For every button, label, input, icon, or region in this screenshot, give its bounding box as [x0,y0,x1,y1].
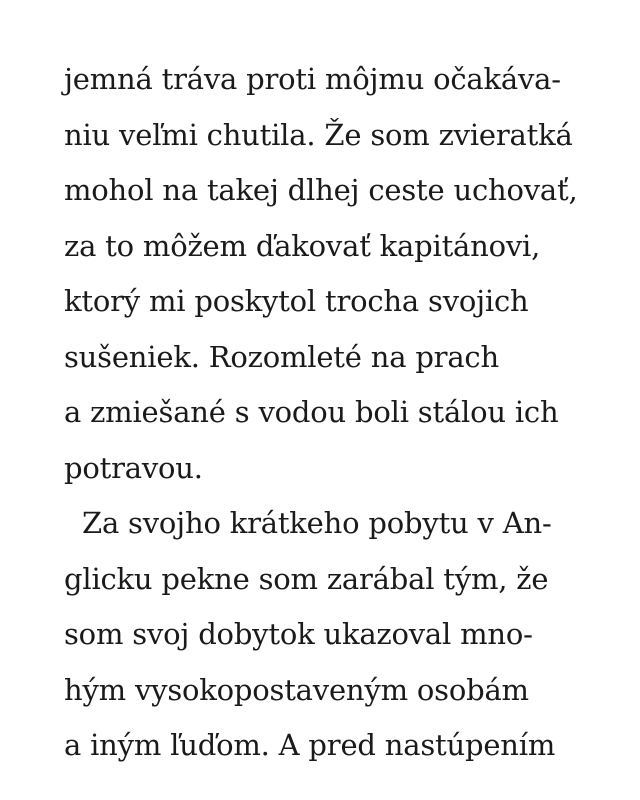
text-line: niu veľmi chutila. Že som zvieratká [64,117,573,152]
paragraph-1 [64,52,584,496]
text-line: jemná tráva proti môjmu očakáva- [64,62,561,96]
text-line-indented: Za svojho krátkeho pobytu v An- [82,506,552,540]
paragraph-2 [64,496,584,774]
text-line: som svoj dobytok ukazoval mno- [64,617,533,651]
text-line: za to môžem ďakovať kapitánovi, [64,228,541,263]
text-line: ktorý mi poskytol trocha svojich [64,284,529,318]
text-line: potravou. [64,450,203,485]
text-line: glicku pekne som zarábal tým, že [64,561,549,596]
text-line: a zmiešané s vodou boli stálou ich [64,395,559,429]
body-text [64,52,584,774]
text-line: hým vysokopostaveným osobám [64,672,529,707]
text-line: mohol na takej dlhej ceste uchovať, [64,173,578,207]
text-line: a iným ľuďom. A pred nastúpením [64,728,556,762]
text-line: sušeniek. Rozomleté na prach [64,339,499,374]
